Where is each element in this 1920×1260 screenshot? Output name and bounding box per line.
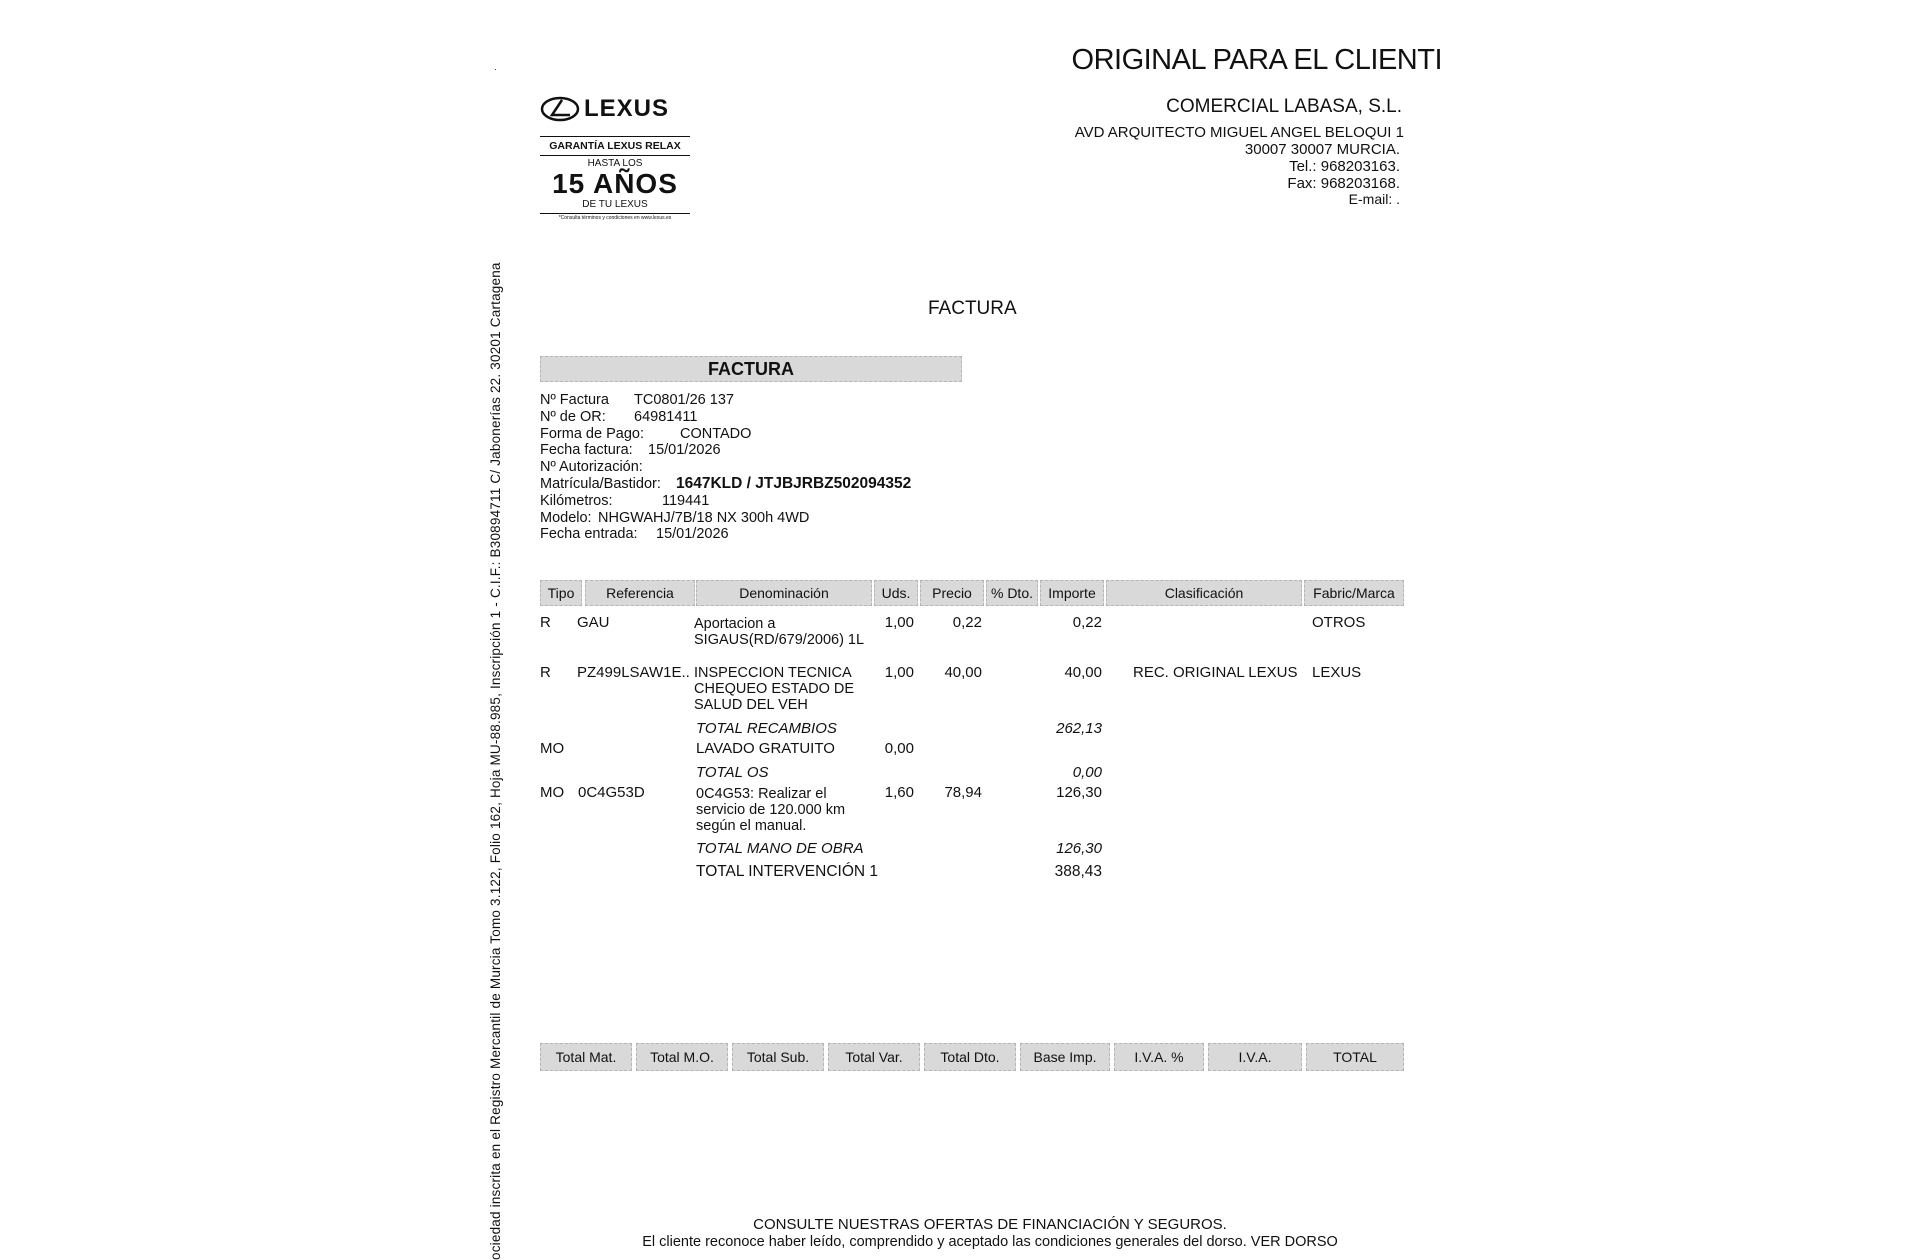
info-label: Nº Factura	[540, 392, 609, 408]
line-clasificacion: REC. ORIGINAL LEXUS	[1133, 664, 1298, 681]
info-value: TC0801/26 137	[634, 392, 734, 408]
totals-header-dto: Total Dto.	[924, 1043, 1016, 1071]
copy-label: ORIGINAL PARA EL CLIENTI	[1071, 44, 1442, 76]
totals-header-var: Total Var.	[828, 1043, 920, 1071]
col-header-referencia: Referencia	[585, 580, 695, 606]
info-value: 64981411	[634, 408, 698, 425]
col-header-marca: Fabric/Marca	[1304, 580, 1404, 606]
intervention-total-label: TOTAL INTERVENCIÓN 1	[696, 863, 879, 880]
line-den: LAVADO GRATUITO	[696, 740, 835, 757]
warranty-years: 15 AÑOS	[552, 168, 678, 199]
totals-header-total: TOTAL	[1306, 1043, 1404, 1071]
info-label: Nº de OR:	[540, 408, 606, 425]
invoice-info	[540, 392, 911, 543]
info-value: CONTADO	[680, 425, 752, 442]
company-name: COMERCIAL LABASA, S.L.	[1166, 96, 1402, 117]
scan-mark: ·	[494, 64, 497, 74]
intervention-total-value: 388,43	[1054, 863, 1102, 880]
line-importe: 0,22	[1072, 614, 1102, 631]
line-tipo: MO	[540, 740, 565, 757]
lexus-logo	[540, 95, 700, 123]
totals-header-base: Base Imp.	[1020, 1043, 1110, 1071]
col-header-tipo: Tipo	[540, 580, 582, 606]
col-header-dto: % Dto.	[986, 580, 1038, 606]
info-row	[540, 392, 911, 409]
info-row	[540, 476, 911, 493]
info-label: Fecha factura:	[540, 442, 633, 459]
warranty-badge	[540, 136, 690, 221]
info-label: Nº Autorización:	[540, 459, 643, 476]
info-row	[540, 510, 911, 527]
line-uds: 1,60	[884, 784, 914, 801]
line-precio: 78,94	[944, 784, 982, 801]
info-value: 15/01/2026	[648, 442, 721, 459]
subtotal-value: 262,13	[1056, 720, 1102, 737]
line-den: INSPECCION TECNICA CHEQUEO ESTADO DE SALUD DEL VEH	[694, 665, 855, 713]
col-header-importe: Importe	[1040, 580, 1104, 606]
info-row	[540, 426, 911, 443]
subtotal-label: TOTAL RECAMBIOS	[696, 720, 837, 737]
totals-header-sub: Total Sub.	[732, 1043, 824, 1071]
line-importe: 126,30	[1056, 784, 1102, 801]
registry-legal-text: ociedad inscrita en el Registro Mercantil de Murcia Tomo 3.122, Folio 162, Hoja MU-88.985, Inscripción 1 - C.I.F.: B30894711 C/ Jabonerías 22. 30201 Cartagena	[488, 262, 503, 1260]
info-label: Modelo:	[540, 509, 592, 526]
footer-conditions: El cliente reconoce haber leído, comprendido y aceptado las condiciones generales del dorso. VER DORSO	[642, 1234, 1338, 1250]
subtotal-value: 0,00	[1072, 764, 1102, 781]
info-label: Kilómetros:	[540, 492, 613, 509]
line-precio: 40,00	[944, 664, 982, 681]
subtotal-label: TOTAL OS	[696, 764, 769, 781]
info-value: 1647KLD / JTJBJRBZ502094352	[676, 474, 912, 492]
lexus-wordmark: LEXUS	[584, 95, 670, 122]
totals-header-mo: Total M.O.	[636, 1043, 728, 1071]
info-row	[540, 526, 911, 543]
subtotal-label: TOTAL MANO DE OBRA	[696, 840, 864, 857]
col-header-uds: Uds.	[874, 580, 918, 606]
line-ref: 0C4G53D	[578, 784, 645, 801]
line-den: 0C4G53: Realizar el servicio de 120.000 km según el manual.	[696, 786, 846, 834]
line-tipo: R	[540, 664, 551, 681]
info-value: 119441	[662, 492, 710, 509]
info-row	[540, 442, 911, 459]
company-fax: Fax: 968203168.	[1287, 175, 1400, 192]
line-precio: 0,22	[952, 614, 982, 631]
subtotal-value: 126,30	[1056, 840, 1102, 857]
info-value: 15/01/2026	[656, 526, 729, 543]
line-marca: OTROS	[1312, 614, 1366, 631]
warranty-line: GARANTÍA LEXUS RELAX	[540, 136, 690, 152]
line-ref: GAU	[577, 614, 610, 631]
col-header-clasificacion: Clasificación	[1106, 580, 1302, 606]
line-tipo: R	[540, 614, 551, 631]
company-city: 30007 30007 MURCIA.	[1244, 141, 1400, 158]
info-row	[540, 493, 911, 510]
line-uds: 0,00	[884, 740, 914, 757]
col-header-precio: Precio	[920, 580, 984, 606]
company-email: E-mail: .	[1348, 191, 1400, 207]
info-label: Fecha entrada:	[540, 526, 638, 543]
document-title: FACTURA	[928, 298, 1017, 319]
totals-header-iva-pct: I.V.A. %	[1114, 1043, 1204, 1071]
info-row	[540, 409, 911, 426]
line-importe: 40,00	[1064, 664, 1102, 681]
company-address: AVD ARQUITECTO MIGUEL ANGEL BELOQUI 1	[1074, 124, 1404, 141]
warranty-fine-print: *Consulta términos y condiciones en www.lexus.es	[540, 213, 690, 221]
info-row	[540, 459, 911, 476]
col-header-denominacion: Denominación	[696, 580, 872, 606]
company-tel: Tel.: 968203163.	[1289, 158, 1400, 175]
warranty-de-tu: DE TU LEXUS	[582, 199, 648, 210]
warranty-hasta: HASTA LOS	[540, 155, 690, 169]
info-label: Forma de Pago:	[540, 425, 644, 442]
line-den: Aportacion a SIGAUS(RD/679/2006) 1L	[694, 616, 865, 648]
totals-header-iva: I.V.A.	[1208, 1043, 1302, 1071]
factura-section-header: FACTURA	[540, 356, 962, 382]
line-marca: LEXUS	[1312, 664, 1362, 681]
footer-offers: CONSULTE NUESTRAS OFERTAS DE FINANCIACIÓN Y SEGUROS.	[753, 1216, 1227, 1233]
info-label: Matrícula/Bastidor:	[540, 475, 661, 492]
info-value: NHGWAHJ/7B/18 NX 300h 4WD	[598, 509, 810, 526]
totals-header-mat: Total Mat.	[540, 1043, 632, 1071]
line-uds: 1,00	[884, 664, 914, 681]
line-tipo: MO	[540, 784, 565, 801]
line-ref: PZ499LSAW1E..	[577, 664, 690, 681]
lexus-emblem-icon	[540, 96, 580, 122]
line-uds: 1,00	[884, 614, 914, 631]
